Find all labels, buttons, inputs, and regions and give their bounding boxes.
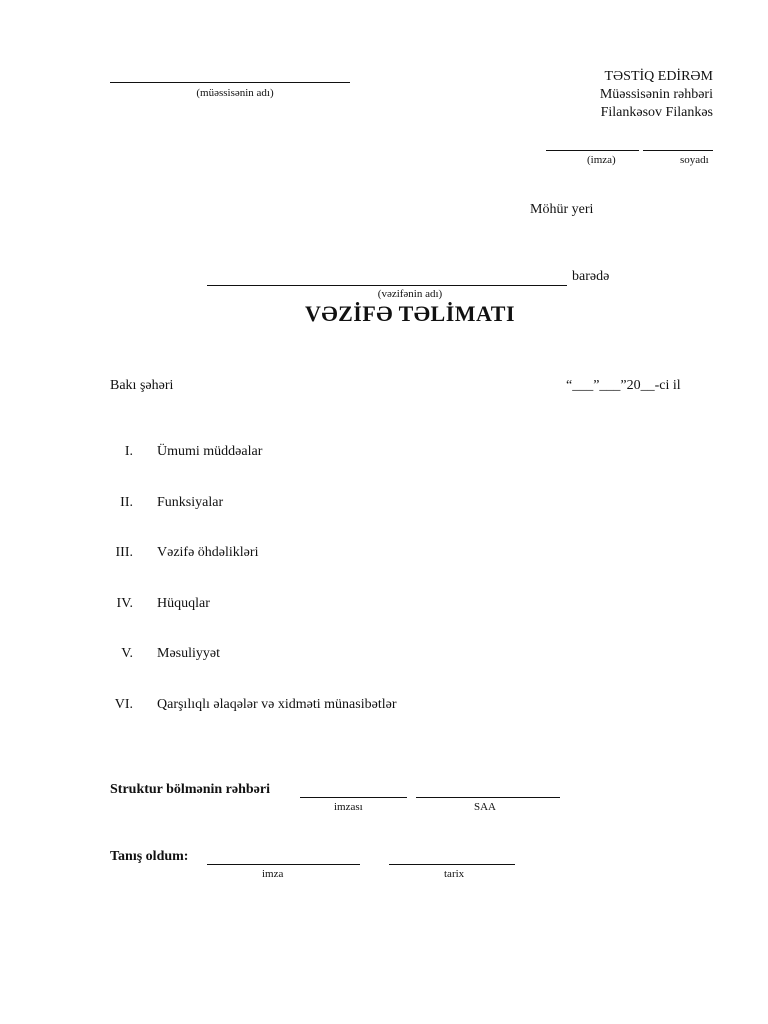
approval-surname-line[interactable] <box>643 150 713 151</box>
section-label: Hüquqlar <box>157 596 210 611</box>
section-number: I. <box>124 444 133 459</box>
approval-surname-caption: soyadı <box>680 154 709 166</box>
seal-place: Möhür yeri <box>530 202 594 217</box>
unit-head-sign-caption: imzası <box>334 801 363 813</box>
section-label: Funksiyalar <box>157 495 224 510</box>
position-name-line[interactable] <box>207 285 567 286</box>
section-label: Ümumi müddəalar <box>157 444 263 459</box>
ack-sign-caption: imza <box>262 868 284 880</box>
unit-head-sign-line[interactable] <box>300 797 407 798</box>
ack-date-line[interactable] <box>389 864 515 865</box>
section-number: II. <box>120 495 133 510</box>
section-number: VI. <box>114 697 133 712</box>
position-suffix: barədə <box>572 269 610 284</box>
section-number: IV. <box>116 596 133 611</box>
ack-date-caption: tarix <box>444 868 465 880</box>
approval-name: Filankəsov Filankəs <box>600 105 713 120</box>
approval-role: Müəssisənin rəhbəri <box>599 87 713 102</box>
section-label: Məsuliyyət <box>157 646 220 661</box>
ack-sign-line[interactable] <box>207 864 360 865</box>
section-number: V. <box>121 646 133 661</box>
unit-head-label: Struktur bölmənin rəhbəri <box>110 782 270 797</box>
section-label: Vəzifə öhdəlikləri <box>157 545 259 560</box>
section-label: Qarşılıqlı əlaqələr və xidməti münasibətlər <box>157 697 397 712</box>
org-name-line[interactable] <box>110 82 350 83</box>
unit-head-saa-caption: SAA <box>474 801 497 813</box>
place: Bakı şəhəri <box>110 378 174 393</box>
approval-sign-line[interactable] <box>546 150 639 151</box>
acknowledged-label: Tanış oldum: <box>110 849 189 864</box>
position-caption: (vəzifənin adı) <box>377 288 443 300</box>
approval-heading: TƏSTİQ EDİRƏM <box>604 69 713 84</box>
approval-sign-caption: (imza) <box>587 154 616 166</box>
unit-head-saa-line[interactable] <box>416 797 560 798</box>
document-title: VƏZİFƏ TƏLİMATI <box>304 301 516 326</box>
section-number: III. <box>115 545 133 560</box>
org-name-caption: (müəssisənin adı) <box>196 87 274 99</box>
date-field[interactable]: “___”___”20__-ci il <box>566 378 681 393</box>
